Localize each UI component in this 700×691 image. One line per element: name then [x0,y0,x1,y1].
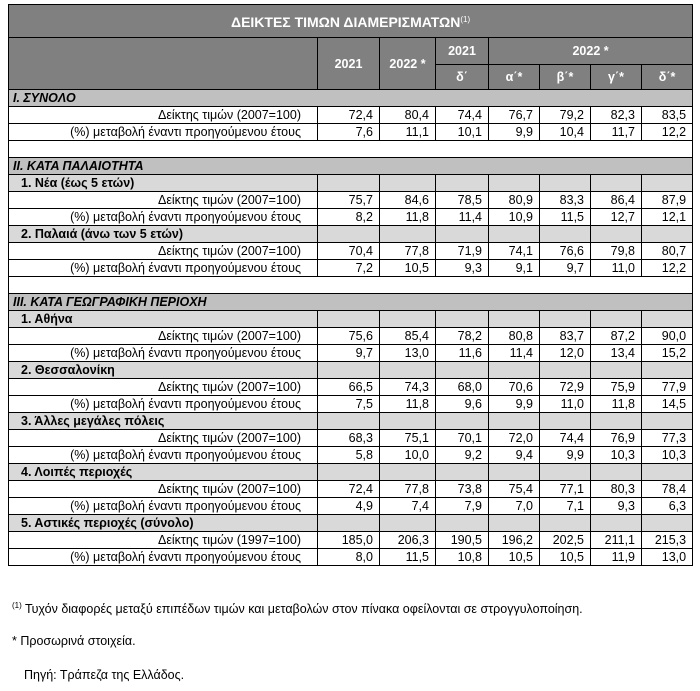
row-label: (%) μεταβολή έναντι προηγούμενου έτους [9,124,318,141]
value-cell: 80,3 [591,481,642,498]
value-cell: 10,4 [540,124,591,141]
value-cell: 86,4 [591,192,642,209]
group-empty-cell [489,175,540,192]
row-label: Δείκτης τιμών (2007=100) [9,430,318,447]
group-empty-cell [436,515,489,532]
value-cell: 76,9 [591,430,642,447]
value-cell: 9,6 [436,396,489,413]
group-title: 1. Νέα (έως 5 ετών) [9,175,318,192]
group-empty-cell [318,362,380,379]
group-empty-cell [642,226,693,243]
table-row [9,430,693,447]
value-cell: 206,3 [380,532,436,549]
footnote-provisional: * Προσωρινά στοιχεία. [12,634,136,648]
group-header-row [9,311,693,328]
group-empty-cell [591,226,642,243]
value-cell: 12,2 [642,124,693,141]
row-label: (%) μεταβολή έναντι προηγούμενου έτους [9,498,318,515]
group-empty-cell [380,515,436,532]
value-cell: 73,8 [436,481,489,498]
value-cell: 9,3 [591,498,642,515]
value-cell: 80,9 [489,192,540,209]
row-label: Δείκτης τιμών (2007=100) [9,107,318,124]
value-cell: 75,1 [380,430,436,447]
header-quarter: δ΄ [436,65,489,90]
value-cell: 10,9 [489,209,540,226]
row-label: (%) μεταβολή έναντι προηγούμενου έτους [9,260,318,277]
row-label: Δείκτης τιμών (2007=100) [9,379,318,396]
value-cell: 8,2 [318,209,380,226]
value-cell: 68,3 [318,430,380,447]
value-cell: 8,0 [318,549,380,566]
group-empty-cell [540,362,591,379]
value-cell: 78,4 [642,481,693,498]
group-empty-cell [436,362,489,379]
value-cell: 66,5 [318,379,380,396]
table-row [9,447,693,464]
value-cell: 11,5 [540,209,591,226]
value-cell: 7,2 [318,260,380,277]
row-label: Δείκτης τιμών (1997=100) [9,532,318,549]
group-title: 1. Αθήνα [9,311,318,328]
value-cell: 80,4 [380,107,436,124]
value-cell: 84,6 [380,192,436,209]
value-cell: 76,6 [540,243,591,260]
table-row [9,345,693,362]
table-title: ΔΕΙΚΤΕΣ ΤΙΜΩΝ ΔΙΑΜΕΡΙΣΜΑΤΩΝ$^{(1)}$ [9,5,693,38]
header-year-2021: 2021 [318,38,380,90]
row-label: (%) μεταβολή έναντι προηγούμενου έτους [9,209,318,226]
table-row [9,243,693,260]
section-title: I. ΣΥΝΟΛΟ [9,90,693,107]
value-cell: 11,6 [436,345,489,362]
value-cell: 9,9 [540,447,591,464]
apartment-price-index-table [8,4,693,566]
group-empty-cell [380,175,436,192]
group-empty-cell [591,413,642,430]
table-row [9,107,693,124]
value-cell: 12,0 [540,345,591,362]
group-empty-cell [642,515,693,532]
value-cell: 78,2 [436,328,489,345]
value-cell: 77,3 [642,430,693,447]
table-row [9,549,693,566]
group-empty-cell [436,175,489,192]
value-cell: 74,4 [540,430,591,447]
table-row [9,328,693,345]
value-cell: 4,9 [318,498,380,515]
header-quarter: γ΄* [591,65,642,90]
group-header-row [9,413,693,430]
group-empty-cell [436,464,489,481]
group-empty-cell [436,413,489,430]
row-label: Δείκτης τιμών (2007=100) [9,192,318,209]
group-empty-cell [642,464,693,481]
value-cell: 11,8 [380,396,436,413]
group-empty-cell [540,175,591,192]
value-cell: 13,4 [591,345,642,362]
value-cell: 11,4 [489,345,540,362]
group-empty-cell [318,175,380,192]
footnote-mark: (1) [12,601,22,610]
value-cell: 9,3 [436,260,489,277]
table-row [9,260,693,277]
value-cell: 11,4 [436,209,489,226]
spacer-cell [9,277,693,294]
value-cell: 72,0 [489,430,540,447]
group-title: 3. Άλλες μεγάλες πόλεις [9,413,318,430]
footnote-source: Πηγή: Τράπεζα της Ελλάδος. [24,668,185,682]
value-cell: 77,8 [380,481,436,498]
value-cell: 196,2 [489,532,540,549]
value-cell: 10,3 [591,447,642,464]
value-cell: 72,4 [318,107,380,124]
group-title: 2. Παλαιά (άνω των 5 ετών) [9,226,318,243]
value-cell: 185,0 [318,532,380,549]
value-cell: 72,9 [540,379,591,396]
value-cell: 7,6 [318,124,380,141]
row-label: Δείκτης τιμών (2007=100) [9,243,318,260]
group-empty-cell [318,311,380,328]
group-empty-cell [380,226,436,243]
value-cell: 15,2 [642,345,693,362]
row-label: (%) μεταβολή έναντι προηγούμενου έτους [9,396,318,413]
group-empty-cell [489,226,540,243]
group-empty-cell [318,515,380,532]
section-header-row [9,294,693,311]
value-cell: 10,5 [540,549,591,566]
spacer-row [9,277,693,294]
group-empty-cell [591,362,642,379]
value-cell: 87,2 [591,328,642,345]
value-cell: 10,5 [380,260,436,277]
value-cell: 82,3 [591,107,642,124]
value-cell: 80,8 [489,328,540,345]
value-cell: 74,1 [489,243,540,260]
row-label: Δείκτης τιμών (2007=100) [9,481,318,498]
row-label: (%) μεταβολή έναντι προηγούμενου έτους [9,549,318,566]
header-quarter: δ΄* [642,65,693,90]
value-cell: 77,8 [380,243,436,260]
footnote-rounding-text: Τυχόν διαφορές μεταξύ επιπέδων τιμών και μεταβολών στον πίνακα οφείλονται σε στρογγυλοποίηση. [21,602,583,616]
value-cell: 79,2 [540,107,591,124]
value-cell: 14,5 [642,396,693,413]
value-cell: 72,4 [318,481,380,498]
value-cell: 5,8 [318,447,380,464]
table-row [9,379,693,396]
group-empty-cell [489,362,540,379]
value-cell: 11,7 [591,124,642,141]
value-cell: 79,8 [591,243,642,260]
value-cell: 190,5 [436,532,489,549]
value-cell: 6,3 [642,498,693,515]
group-empty-cell [591,515,642,532]
table-row [9,192,693,209]
value-cell: 10,3 [642,447,693,464]
value-cell: 9,7 [540,260,591,277]
table-row [9,481,693,498]
header-quarter: α΄* [489,65,540,90]
group-title: 4. Λοιπές περιοχές [9,464,318,481]
group-empty-cell [436,311,489,328]
value-cell: 70,4 [318,243,380,260]
group-empty-cell [642,311,693,328]
group-empty-cell [642,413,693,430]
value-cell: 11,9 [591,549,642,566]
value-cell: 11,0 [591,260,642,277]
spacer-row [9,141,693,158]
footnote-rounding [12,601,583,616]
group-empty-cell [489,311,540,328]
table-row [9,209,693,226]
group-empty-cell [380,413,436,430]
value-cell: 7,5 [318,396,380,413]
section-header-row [9,90,693,107]
value-cell: 7,0 [489,498,540,515]
value-cell: 70,6 [489,379,540,396]
group-empty-cell [591,175,642,192]
value-cell: 10,1 [436,124,489,141]
group-empty-cell [540,311,591,328]
value-cell: 75,4 [489,481,540,498]
value-cell: 83,3 [540,192,591,209]
group-empty-cell [540,464,591,481]
group-empty-cell [489,464,540,481]
value-cell: 75,6 [318,328,380,345]
header-quarter-year-2022: 2022 * [489,38,693,65]
group-empty-cell [642,362,693,379]
group-header-row [9,362,693,379]
section-title: II. ΚΑΤΑ ΠΑΛΑΙΟΤΗΤΑ [9,158,693,175]
group-header-row [9,175,693,192]
value-cell: 12,2 [642,260,693,277]
group-empty-cell [489,515,540,532]
value-cell: 83,7 [540,328,591,345]
value-cell: 13,0 [380,345,436,362]
group-empty-cell [318,413,380,430]
value-cell: 9,9 [489,124,540,141]
group-empty-cell [591,311,642,328]
table-row [9,396,693,413]
value-cell: 13,0 [642,549,693,566]
header-year-2022: 2022 * [380,38,436,90]
header-quarter: β΄* [540,65,591,90]
table-row [9,498,693,515]
section-header-row [9,158,693,175]
group-empty-cell [380,362,436,379]
value-cell: 10,0 [380,447,436,464]
title-footnote-mark: (1) [460,15,471,24]
value-cell: 75,9 [591,379,642,396]
value-cell: 11,8 [591,396,642,413]
group-empty-cell [642,175,693,192]
value-cell: 11,8 [380,209,436,226]
group-empty-cell [318,226,380,243]
value-cell: 68,0 [436,379,489,396]
group-empty-cell [591,464,642,481]
value-cell: 9,2 [436,447,489,464]
row-label: (%) μεταβολή έναντι προηγούμενου έτους [9,447,318,464]
value-cell: 7,4 [380,498,436,515]
value-cell: 74,4 [436,107,489,124]
value-cell: 80,7 [642,243,693,260]
value-cell: 75,7 [318,192,380,209]
header-blank-cell [9,38,318,90]
group-empty-cell [540,226,591,243]
value-cell: 9,7 [318,345,380,362]
header-quarter-year-2021: 2021 [436,38,489,65]
value-cell: 70,1 [436,430,489,447]
value-cell: 7,1 [540,498,591,515]
value-cell: 9,9 [489,396,540,413]
group-empty-cell [436,226,489,243]
value-cell: 11,5 [380,549,436,566]
value-cell: 11,0 [540,396,591,413]
spacer-cell [9,141,693,158]
value-cell: 10,5 [489,549,540,566]
value-cell: 78,5 [436,192,489,209]
group-empty-cell [489,413,540,430]
value-cell: 202,5 [540,532,591,549]
table-row [9,124,693,141]
row-label: (%) μεταβολή έναντι προηγούμενου έτους [9,345,318,362]
value-cell: 77,1 [540,481,591,498]
value-cell: 12,1 [642,209,693,226]
group-empty-cell [380,311,436,328]
group-title: 5. Αστικές περιοχές (σύνολο) [9,515,318,532]
value-cell: 71,9 [436,243,489,260]
value-cell: 76,7 [489,107,540,124]
value-cell: 211,1 [591,532,642,549]
value-cell: 215,3 [642,532,693,549]
value-cell: 74,3 [380,379,436,396]
group-header-row [9,515,693,532]
value-cell: 12,7 [591,209,642,226]
group-title: 2. Θεσσαλονίκη [9,362,318,379]
value-cell: 83,5 [642,107,693,124]
section-title: III. ΚΑΤΑ ΓΕΩΓΡΑΦΙΚΗ ΠΕΡΙΟΧΗ [9,294,693,311]
group-empty-cell [380,464,436,481]
table-row [9,532,693,549]
value-cell: 9,1 [489,260,540,277]
group-empty-cell [540,413,591,430]
value-cell: 87,9 [642,192,693,209]
row-label: Δείκτης τιμών (2007=100) [9,328,318,345]
value-cell: 9,4 [489,447,540,464]
group-header-row [9,226,693,243]
group-empty-cell [318,464,380,481]
value-cell: 90,0 [642,328,693,345]
value-cell: 7,9 [436,498,489,515]
value-cell: 85,4 [380,328,436,345]
value-cell: 10,8 [436,549,489,566]
group-empty-cell [540,515,591,532]
value-cell: 11,1 [380,124,436,141]
value-cell: 77,9 [642,379,693,396]
group-header-row [9,464,693,481]
